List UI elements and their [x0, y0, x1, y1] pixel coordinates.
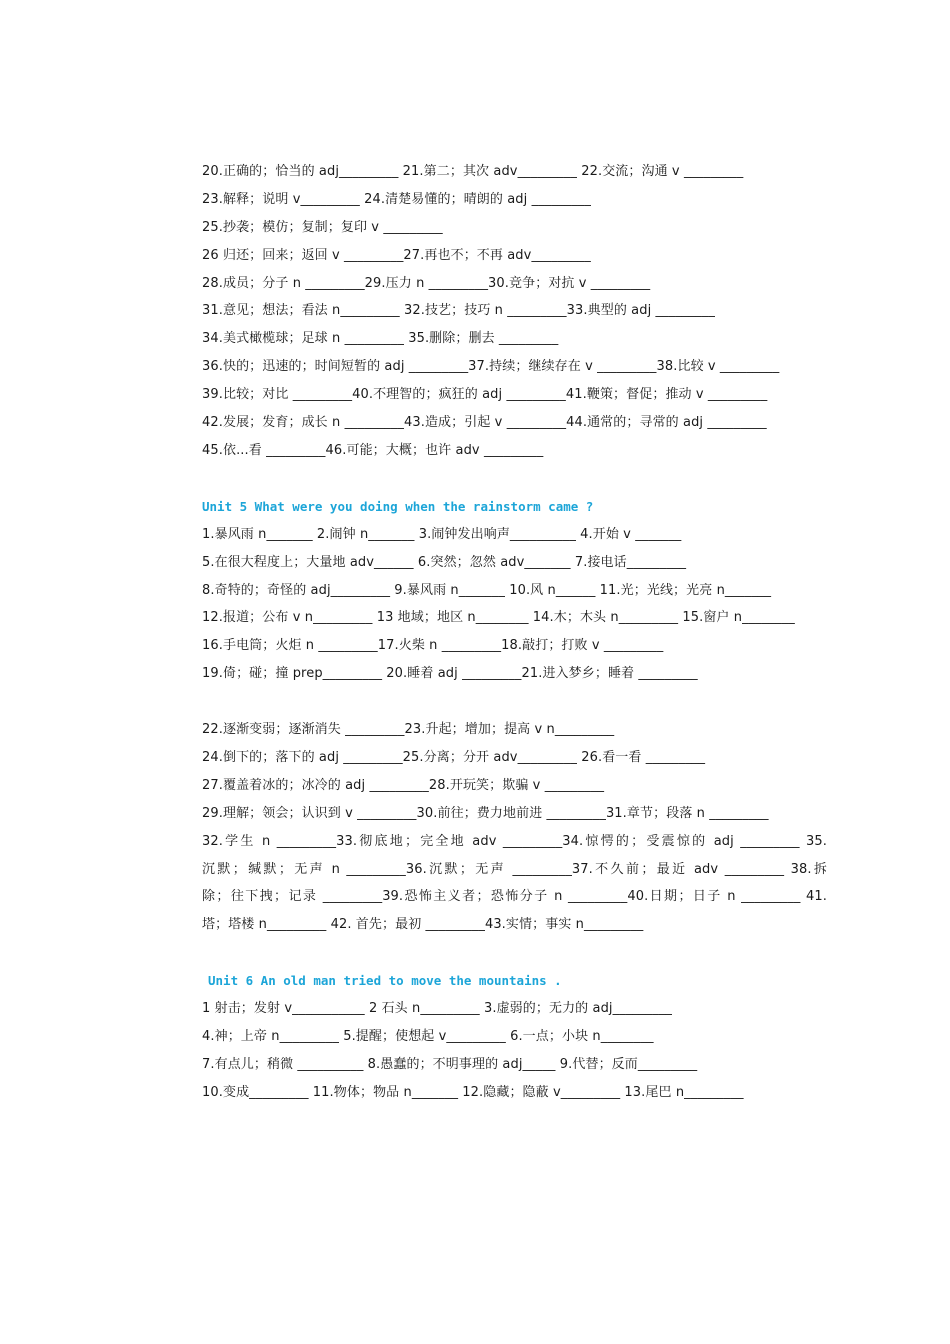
vocab-line: 31.意见；想法；看法 n_________ 32.技艺；技巧 n _________33.典型的 adj _________ [202, 303, 715, 319]
vocab-line: 除；往下拽；记录 _________39.恐怖主义者；恐怖分子 n _________40.日期；日子 n _________ 41. [202, 889, 827, 905]
unit4-continued-block [202, 158, 827, 465]
vocab-line: 8.奇特的；奇怪的 adj_________ 9.暴风雨 n_______ 10.风 n______ 11.光；光线；光亮 n_______ [202, 582, 772, 598]
vocab-line: 28.成员；分子 n _________29.压力 n _________30.竞争；对抗 v _________ [202, 275, 651, 291]
vocab-line: 26 归还；回来；返回 v _________27.再也不；不再 adv_________ [202, 247, 591, 263]
vocab-line: 45.依...看 _________46.可能；大概；也许 adv _________ [202, 442, 544, 458]
unit6-heading: Unit 6 An old man tried to move the mountains . [208, 973, 562, 989]
vocab-line: 42.发展；发育；成长 n _________43.造成；引起 v _________44.通常的；寻常的 adj _________ [202, 415, 767, 431]
spacer [202, 465, 827, 493]
unit6-section [202, 967, 827, 1107]
vocab-line: 4.神；上帝 n_________ 5.提醒；使想起 v_________ 6.一点；小块 n________ [202, 1029, 654, 1045]
spacer [202, 939, 827, 967]
vocab-line: 沉默；缄默；无声 n _________36.沉默；无声 _________37.不久前；最近 adv _________ 38.拆 [202, 861, 827, 877]
vocab-line: 27.覆盖着冰的；冰冷的 adj _________28.开玩笑；欺骗 v _________ [202, 777, 605, 793]
vocab-line: 20.正确的；恰当的 adj_________ 21.第二；其次 adv_________ 22.交流；沟通 v _________ [202, 164, 744, 179]
spacer [202, 688, 827, 716]
vocab-line: 12.报道；公布 v n_________ 13 地域；地区 n________ 14.木；木头 n_________ 15.窗户 n________ [202, 610, 795, 626]
vocab-line: 1.暴风雨 n_______ 2.闹钟 n_______ 3.闹钟发出响声__________ 4.开始 v _______ [202, 526, 682, 542]
vocab-line: 1 射击；发射 v___________ 2 石头 n_________ 3.虚弱的；无力的 adj_________ [202, 1001, 673, 1017]
vocabulary-worksheet [202, 158, 827, 1107]
unit5-heading: Unit 5 What were you doing when the rainstorm came ? [202, 498, 594, 514]
vocab-line: 36.快的；迅速的；时间短暂的 adj _________37.持续；继续存在 v _________38.比较 v _________ [202, 359, 780, 375]
vocab-line: 23.解释；说明 v_________ 24.清楚易懂的；晴朗的 adj _________ [202, 191, 592, 207]
vocab-line: 塔；塔楼 n_________ 42. 首先；最初 _________43.实情；事实 n_________ [202, 917, 644, 933]
vocab-line: 5.在很大程度上；大量地 adv______ 6.突然；忽然 adv_______ 7.接电话_________ [202, 554, 687, 570]
vocab-line: 32.学生 n _________33.彻底地；完全地 adv _________34.惊愕的；受震惊的 adj _________ 35. [202, 833, 827, 849]
vocab-line: 16.手电筒；火炬 n _________17.火柴 n _________18.敲打；打败 v _________ [202, 638, 664, 654]
vocab-line: 22.逐渐变弱；逐渐消失 _________23.升起；增加；提高 v n_________ [202, 722, 615, 738]
vocab-line: 39.比较；对比 _________40.不理智的；疯狂的 adj _________41.鞭策；督促；推动 v _________ [202, 387, 768, 403]
vocab-line: 25.抄袭；模仿；复制；复印 v _________ [202, 219, 443, 235]
vocab-line: 10.变成_________ 11.物体；物品 n_______ 12.隐藏；隐蔽 v_________ 13.尾巴 n_________ [202, 1084, 744, 1100]
vocab-line: 7.有点儿；稍微 __________ 8.愚蠢的；不明事理的 adj_____ 9.代替；反而_________ [202, 1057, 698, 1073]
vocab-line: 29.理解；领会；认识到 v _________30.前往；费力地前进 _________31.章节；段落 n _________ [202, 805, 769, 821]
vocab-line: 19.倚；碰；撞 prep_________ 20.睡着 adj _________21.进入梦乡；睡着 _________ [202, 666, 698, 682]
vocab-line: 24.倒下的；落下的 adj _________25.分离；分开 adv_________ 26.看一看 _________ [202, 750, 706, 766]
unit5-section [202, 493, 827, 939]
vocab-line: 34.美式橄榄球；足球 n _________ 35.删除；删去 _________ [202, 331, 559, 347]
